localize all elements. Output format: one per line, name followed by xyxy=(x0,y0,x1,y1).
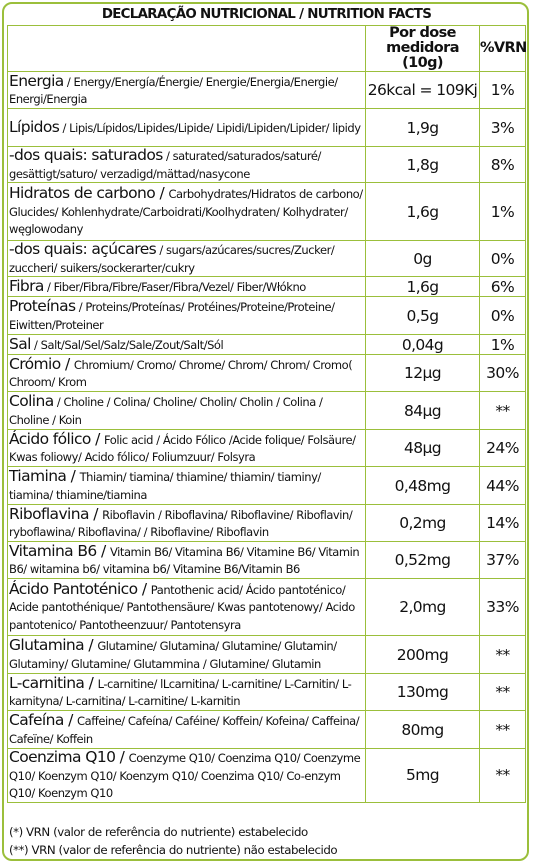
header-dose: Por dose medidora (10g) xyxy=(366,26,480,72)
nutrient-translations: Caffeine/ Cafeína/ Caféine/ Koffein/ Kofeina/ Caffeina/ Cafeïne/ Koffein xyxy=(9,714,360,746)
nutrient-translations: Glutamine/ Glutamina/ Glutamine/ Glutamin/ Glutaminy/ Glutamine/ Glutammina / Glutamine/ Glutamin xyxy=(9,639,337,671)
vrn-value: ** xyxy=(480,749,526,803)
nutrient-name: Ácido Pantoténico / xyxy=(9,579,151,598)
table-row xyxy=(8,392,526,430)
nutrient-translations: Coenzyme Q10/ Coenzima Q10/ Coenzyme Q10/ Koenzym Q10/ Koenzym Q10/ Coenzima Q10/ Co-enzym Q10/ Koenzym Q10 xyxy=(9,751,361,800)
table-row xyxy=(8,636,526,674)
vrn-value: 24% xyxy=(480,430,526,467)
nutrient-cell xyxy=(8,183,366,241)
nutrient-name: -dos quais: saturados xyxy=(9,146,163,164)
page-title: DECLARAÇÃO NUTRICIONAL / NUTRITION FACTS xyxy=(101,7,432,22)
dose-value: 0g xyxy=(366,241,480,277)
nutrient-translations: Vitamin B6/ Vitamina B6/ Vitamine B6/ Vitamin B6/ witamina b6/ vitamina b6/ Vitamine B6/Vitamin B6 xyxy=(9,544,360,576)
nutrient-cell xyxy=(8,636,366,674)
table-row xyxy=(8,749,526,803)
nutrient-name: Vitamina B6 / xyxy=(9,541,110,560)
footnotes xyxy=(9,823,337,859)
table-row xyxy=(8,109,526,147)
table-row xyxy=(8,579,526,636)
nutrient-translations: / Choline / Colina/ Choline/ Cholin/ Cholin / Colina / Choline / Koin xyxy=(9,395,323,427)
dose-value: 26kcal = 109Kj xyxy=(366,72,480,109)
dose-value: 12µg xyxy=(366,355,480,392)
nutrient-translations: Carbohydrates/Hidratos de carbono/ Glucides/ Kohlenhydrate/Carboidrati/Koolhydraten/ Kolhydrater/ węglowodany xyxy=(9,187,363,237)
nutrient-translations: Riboflavin / Riboflavina/ Riboflavine/ Riboflavin/ ryboflawina/ Riboflavina/ / Riboflavine/ Riboflavin xyxy=(9,507,353,539)
nutrient-name: Glutamina / xyxy=(9,636,98,654)
table-row xyxy=(8,72,526,109)
nutrient-translations: Folic acid / Ácido Fólico /Acide folique/ Folsäure/ Kwas foliowy/ Acido fólico/ Foliumzuur/ Folsyra xyxy=(9,432,356,464)
nutrient-name: Tiamina / xyxy=(9,467,80,485)
vrn-value: 6% xyxy=(480,277,526,297)
nutrient-name: Proteínas xyxy=(9,297,76,315)
nutrient-cell xyxy=(8,147,366,183)
nutrient-name: Coenzima Q10 / xyxy=(9,748,129,766)
table-header-row xyxy=(8,26,526,72)
nutrient-cell xyxy=(8,72,366,109)
vrn-value: 0% xyxy=(480,241,526,277)
nutrient-name: Crómio / xyxy=(9,354,74,373)
table-row xyxy=(8,542,526,579)
nutrient-name: Lípidos xyxy=(9,117,60,136)
nutrient-name: Riboflavina / xyxy=(9,504,103,523)
vrn-value: ** xyxy=(480,636,526,674)
nutrient-cell xyxy=(8,749,366,803)
nutrient-name: Hidratos de carbono / xyxy=(9,184,169,203)
vrn-value: 33% xyxy=(480,579,526,636)
table-row xyxy=(8,241,526,277)
dose-value: 130mg xyxy=(366,674,480,711)
vrn-value: 37% xyxy=(480,542,526,579)
table-row xyxy=(8,355,526,392)
table-row xyxy=(8,297,526,335)
vrn-value: ** xyxy=(480,711,526,749)
nutrient-translations: / saturated/saturados/saturé/ gesättigt/saturo/ verzadigd/mättad/nasycone xyxy=(9,149,321,181)
table-row xyxy=(8,467,526,505)
vrn-value: 1% xyxy=(480,183,526,241)
dose-value: 200mg xyxy=(366,636,480,674)
dose-value: 1,6g xyxy=(366,277,480,297)
nutrient-cell xyxy=(8,430,366,467)
nutrient-translations: / Lipis/Lípidos/Lipides/Lipide/ Lipidi/Lipiden/Lipider/ lipidy xyxy=(59,120,361,135)
nutrient-name: Cafeína / xyxy=(9,711,78,729)
dose-value: 84µg xyxy=(366,392,480,430)
table-row xyxy=(8,674,526,711)
dose-value: 1,8g xyxy=(366,147,480,183)
nutrient-cell xyxy=(8,355,366,392)
nutrient-translations: Pantothenic acid/ Ácido pantoténico/ Acide pantothénique/ Pantothensäure/ Kwas pantotenowy/ Acido pantotenico/ Pantotheenzuur/ Pantotensyra xyxy=(9,582,355,632)
nutrient-name: Colina xyxy=(9,392,54,410)
nutrient-translations: / Salt/Sal/Sel/Salz/Sale/Zout/Salt/Sól xyxy=(30,337,224,352)
vrn-value: 44% xyxy=(480,467,526,505)
nutrient-name: Energia xyxy=(9,71,64,90)
nutrient-name: Sal xyxy=(9,334,31,353)
dose-value: 5mg xyxy=(366,749,480,803)
nutrient-name: -dos quais: açúcares xyxy=(9,240,157,258)
dose-value: 80mg xyxy=(366,711,480,749)
dose-value: 1,6g xyxy=(366,183,480,241)
vrn-value: 8% xyxy=(480,147,526,183)
nutrient-translations: L-carnitine/ lLcarnitina/ L-carnitine/ L-Carnitin/ L-karnityna/ L-carnitina/ L-carnitine/ L-karnitin xyxy=(9,676,352,708)
dose-value: 0,5g xyxy=(366,297,480,335)
vrn-value: ** xyxy=(480,674,526,711)
dose-value: 2,0mg xyxy=(366,579,480,636)
nutrient-translations: Chromium/ Cromo/ Chrome/ Chrom/ Chrom/ Cromo( Chroom/ Krom xyxy=(9,357,353,389)
footnote-not-established: (**) VRN (valor de referência do nutriente) não estabelecido xyxy=(9,843,338,857)
nutrient-cell xyxy=(8,711,366,749)
table-row xyxy=(8,505,526,542)
table-row xyxy=(8,711,526,749)
vrn-value: 0% xyxy=(480,297,526,335)
dose-value: 0,48mg xyxy=(366,467,480,505)
vrn-value: 1% xyxy=(480,72,526,109)
table-row xyxy=(8,277,526,297)
nutrient-translations: / Proteins/Proteínas/ Protéines/Proteine/Proteine/ Eiwitten/Proteiner xyxy=(9,300,335,332)
table-row xyxy=(8,430,526,467)
nutrient-cell xyxy=(8,335,366,355)
table-row xyxy=(8,183,526,241)
dose-value: 0,2mg xyxy=(366,505,480,542)
nutrient-cell xyxy=(8,241,366,277)
vrn-value: 1% xyxy=(480,335,526,355)
nutrient-translations: / Energy/Energía/Énergie/ Energie/Energia/Energie/ Energi/Energia xyxy=(9,74,338,106)
nutrient-cell xyxy=(8,467,366,505)
nutrient-cell xyxy=(8,505,366,542)
dose-value: 0,04g xyxy=(366,335,480,355)
table-row xyxy=(8,147,526,183)
header-nutrient xyxy=(8,26,366,72)
nutrient-cell xyxy=(8,674,366,711)
nutrient-cell xyxy=(8,109,366,147)
vrn-value: ** xyxy=(480,392,526,430)
nutrient-name: Fibra xyxy=(9,276,44,295)
nutrient-translations: / Fiber/Fibra/Fibre/Faser/Fibra/Vezel/ Fiber/Włókno xyxy=(43,279,306,294)
table-row xyxy=(8,335,526,355)
dose-value: 0,52mg xyxy=(366,542,480,579)
vrn-value: 30% xyxy=(480,355,526,392)
vrn-value: 3% xyxy=(480,109,526,147)
nutrient-translations: Thiamin/ tiamina/ thiamine/ thiamin/ tiaminy/ tiamina/ thiamine/tiamina xyxy=(9,470,321,502)
nutrient-name: L-carnitina / xyxy=(9,673,98,692)
nutrient-name: Ácido fólico / xyxy=(9,429,105,448)
nutrient-cell xyxy=(8,297,366,335)
nutrition-table xyxy=(7,25,526,803)
nutrient-cell xyxy=(8,542,366,579)
footnote-established: (*) VRN (valor de referência do nutriente) estabelecido xyxy=(9,825,308,839)
dose-value: 48µg xyxy=(366,430,480,467)
nutrient-translations: / sugars/azúcares/sucres/Zucker/ zuccheri/ suikers/sockerarter/cukry xyxy=(9,243,335,275)
header-vrn: %VRN xyxy=(480,26,526,72)
dose-value: 1,9g xyxy=(366,109,480,147)
nutrient-cell xyxy=(8,579,366,636)
nutrient-cell xyxy=(8,392,366,430)
nutrient-cell xyxy=(8,277,366,297)
vrn-value: 14% xyxy=(480,505,526,542)
